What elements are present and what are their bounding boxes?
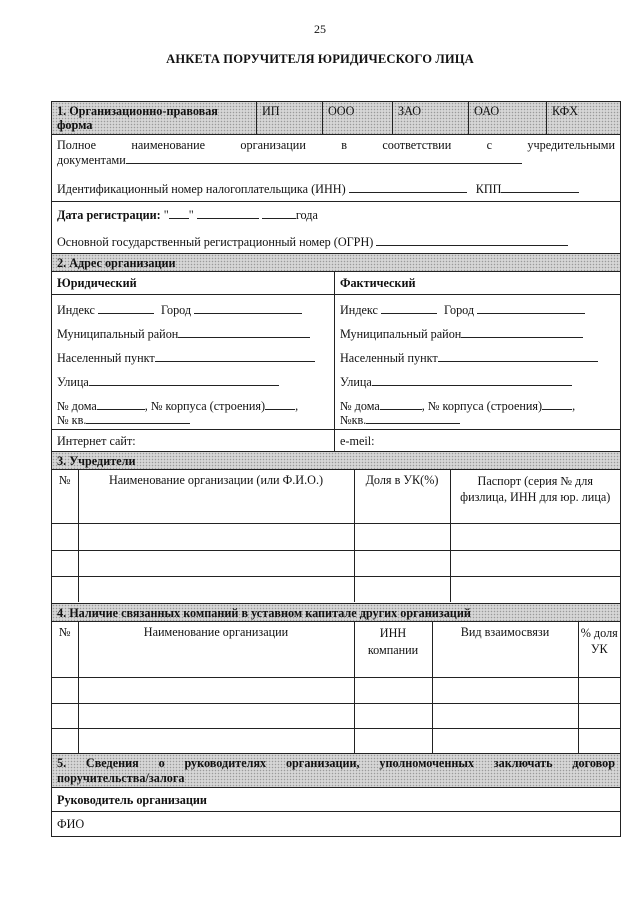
section2-header: [52, 254, 620, 272]
actual-address-label: Фактический: [340, 276, 416, 290]
legal-index-line: Индекс Город: [57, 302, 302, 318]
legal-district-line: Муниципальный район: [57, 326, 310, 342]
website-label: Интернет сайт:: [57, 434, 136, 448]
actual-settlement-field[interactable]: [438, 350, 598, 362]
inn-field[interactable]: [349, 181, 467, 193]
inn-label: Идентификационный номер налогоплательщика (ИНН): [57, 182, 346, 196]
legal-apt-field[interactable]: [86, 412, 190, 424]
table-row[interactable]: [52, 703, 620, 728]
legal-house-line: № дома , № корпуса (строения) ,: [57, 399, 299, 413]
form-option-oao[interactable]: ОАО: [474, 104, 500, 118]
section3-heading: 3. Учредители: [57, 454, 136, 468]
actual-apt-field[interactable]: [366, 412, 460, 424]
founders-table-wrap: [52, 470, 620, 604]
related-col-inn: ИНН компании: [354, 622, 432, 677]
legal-apt-line: № кв.: [57, 412, 190, 428]
related-col-share: % доля УК: [578, 622, 620, 677]
section2-heading: 2. Адрес организации: [57, 256, 176, 270]
form-option-zao[interactable]: ЗАО: [398, 104, 422, 118]
table-row[interactable]: [52, 728, 620, 753]
actual-city-field[interactable]: [477, 302, 585, 314]
actual-settlement-line: Населенный пункт: [340, 350, 598, 366]
section5-heading-line2: поручительства/залога: [57, 771, 185, 785]
section3-header: [52, 452, 620, 470]
related-companies-table-wrap: [52, 622, 620, 754]
head-label: Руководитель организации: [57, 793, 207, 807]
ogrn-line: [57, 234, 568, 250]
reg-year-field[interactable]: [262, 207, 296, 219]
table-row[interactable]: [52, 677, 620, 703]
head-row: [52, 788, 620, 812]
related-col-relation: Вид взаимосвязи: [432, 622, 578, 677]
related-companies-table: [52, 622, 620, 753]
founders-col-name: Наименование организации (или Ф.И.О.): [78, 470, 354, 523]
email-label: e-meil:: [340, 434, 375, 448]
fio-row: [52, 812, 620, 836]
legal-index-field[interactable]: [98, 302, 154, 314]
actual-district-field[interactable]: [461, 326, 583, 338]
actual-district-line: Муниципальный район: [340, 326, 583, 342]
section1-heading-line1: 1. Организационно-правовая: [57, 104, 218, 118]
address-block: [52, 272, 620, 430]
founders-header-row: [52, 470, 620, 523]
section5-heading: 5. Сведения о руководителях организации, уполномоченных заключать договор: [57, 756, 616, 770]
full-name-field[interactable]: [126, 152, 522, 164]
legal-settlement-field[interactable]: [155, 350, 315, 362]
legal-street-field[interactable]: [89, 374, 279, 386]
founders-col-share: Доля в УК(%): [354, 470, 450, 523]
table-row[interactable]: [52, 550, 620, 576]
actual-street-line: Улица: [340, 374, 572, 390]
org-name-row: [52, 135, 620, 202]
fio-label: ФИО: [57, 817, 85, 831]
legal-district-field[interactable]: [178, 326, 310, 338]
ogrn-field[interactable]: [376, 234, 568, 246]
legal-city-field[interactable]: [194, 302, 302, 314]
kpp-label: КПП: [475, 182, 502, 196]
legal-street-line: Улица: [57, 374, 279, 390]
related-col-name: Наименование организации: [78, 622, 354, 677]
founders-col-number: №: [52, 470, 78, 523]
related-col-number: №: [52, 622, 78, 677]
section1-heading-line2: форма: [57, 118, 93, 132]
actual-index-line: Индекс Город: [340, 302, 585, 318]
guarantor-form: [51, 101, 621, 837]
legal-house-field[interactable]: [97, 398, 145, 410]
section5-header: [52, 754, 620, 788]
legal-settlement-line: Населенный пункт: [57, 350, 315, 366]
full-name-label: Полное наименование организации в соответствии с учредительными: [57, 138, 616, 152]
founders-col-passport: Паспорт (серия № для физлица, ИНН для юр. лица): [450, 470, 620, 523]
document-title: АНКЕТА ПОРУЧИТЕЛЯ ЮРИДИЧЕСКОГО ЛИЦА: [166, 52, 474, 66]
form-option-ooo[interactable]: ООО: [328, 104, 355, 118]
contacts-row: [52, 430, 620, 452]
full-name-label-line2: документами: [57, 152, 522, 168]
reg-date-label: Дата регистрации:: [57, 208, 161, 222]
actual-street-field[interactable]: [372, 374, 572, 386]
inn-line: [57, 181, 579, 197]
page-number: 25: [314, 22, 326, 36]
table-row[interactable]: [52, 576, 620, 602]
section4-header: [52, 604, 620, 622]
form-option-kfh[interactable]: КФХ: [552, 104, 579, 118]
actual-apt-line: №кв.: [340, 412, 460, 428]
reg-date-line: Дата регистрации: " " года: [57, 208, 318, 222]
actual-index-field[interactable]: [381, 302, 437, 314]
actual-building-field[interactable]: [542, 398, 572, 410]
section4-heading: 4. Наличие связанных компаний в уставном капитале других организаций: [57, 606, 471, 620]
legal-address-label: Юридический: [57, 276, 137, 290]
actual-house-field[interactable]: [380, 398, 422, 410]
table-row[interactable]: [52, 523, 620, 550]
legal-building-field[interactable]: [265, 398, 295, 410]
reg-day-field[interactable]: [169, 207, 189, 219]
reg-month-field[interactable]: [197, 207, 259, 219]
ogrn-label: Основной государственный регистрационный номер (ОГРН): [57, 235, 374, 249]
founders-table: [52, 470, 620, 602]
actual-house-line: № дома , № корпуса (строения) ,: [340, 399, 576, 413]
registration-row: [52, 202, 620, 254]
section1-header: [52, 102, 620, 135]
kpp-field[interactable]: [501, 181, 579, 193]
related-header-row: [52, 622, 620, 677]
form-option-ip[interactable]: ИП: [262, 104, 280, 118]
